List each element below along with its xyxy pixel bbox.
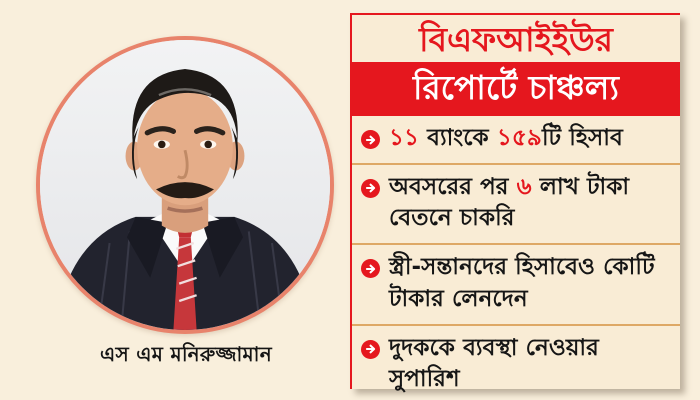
arrow-right-circle-icon [361,130,380,149]
arrow-right-circle-icon [361,179,380,198]
list-item [352,163,680,243]
infobox-subtitle-band: রিপোর্টে চাঞ্চল্য [352,62,680,116]
bullet-text [389,252,672,315]
list-item [352,116,680,163]
bullet-text [389,123,623,155]
highlight-number: ১৫৯ [496,125,542,151]
text-segment: স্ত্রী-সন্তানদের হিসাবেও কোটি টাকার লেনদেন [389,254,655,312]
list-item [352,324,680,400]
infobox-bullet-list [352,116,680,400]
photo-caption: এস এম মনিরুজ্জামান [99,342,272,366]
text-segment: দুদককে ব্যবস্থা নেওয়ার সুপারিশ [389,334,599,393]
portrait-photo [36,36,334,334]
list-item [352,243,680,323]
highlight-number: ৬ [516,173,532,200]
bullet-text [389,333,672,396]
bullet-text [389,172,672,235]
infobox-panel [350,13,680,393]
text-segment: অবসরের পর [389,173,517,200]
text-segment: ব্যাংকে [419,125,497,151]
portrait-illustration [40,40,330,330]
text-segment: লাখ টাকা বেতনে চাকরি [389,173,630,232]
text-segment: টি হিসাব [541,125,623,151]
arrow-right-circle-icon [361,259,380,278]
infobox-title: বিএফআইইউর [419,20,613,59]
highlight-number: ১১ [389,125,420,151]
arrow-right-circle-icon [361,340,380,359]
